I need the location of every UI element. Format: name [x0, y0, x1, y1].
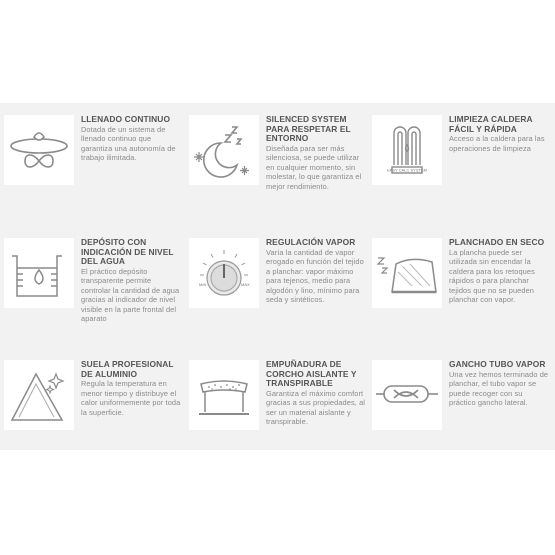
dry-iron-icon [372, 238, 442, 308]
feature-title: GANCHO TUBO VAPOR [449, 359, 546, 369]
feature-description: Acceso a la caldera para las operaciones de limpieza [449, 134, 545, 153]
feature-description: Diseñada para ser más silenciosa, se puede utilizar en cualquier momento, sin molestar, lo que garantiza el mejor rendimiento. [266, 143, 362, 191]
feature-description: La plancha puede ser utilizada sin encendar la caldera para los retoques rápidos o para planchar tejidos que no se pueden planchar con vapor. [449, 247, 535, 305]
infinity-water-icon [4, 115, 74, 185]
feature-description: Una vez hemos terminado de planchar, el tubo vapor se puede recoger con su práctico gancho lateral. [449, 369, 549, 408]
feature-description: Varía la cantidad de vapor erogado en función del tejido a planchar: vapor máximo para tejenos, medio para algodón y lino, mínimo para seda y sintéticos. [266, 247, 364, 305]
feature-llenado-continuo [4, 105, 179, 220]
aluminium-soleplate-icon [4, 360, 74, 430]
feature-description: El práctico depósito transparente permite controlar la cantidad de agua gracias al indicador de nivel visible en la parte frontal del aparato [81, 266, 180, 324]
cork-handle-icon [189, 360, 259, 430]
moon-zzz-icon [189, 115, 259, 185]
feature-description: Dotada de un sistema de llenado continuo que garantiza una autonomía de trabajo ilimitada. [81, 124, 176, 163]
feature-planchado-seco [372, 228, 547, 343]
feature-title: SILENCED SYSTEM PARA RESPETAR EL ENTORNO [266, 114, 351, 144]
dial-min-label: MIN [199, 282, 207, 287]
boiler-icon-label: EASY CALC SYSTEM [387, 167, 427, 173]
feature-description: Regula la temperatura en menor tiempo y distribuye el calor uniformemente por toda la superficie. [81, 379, 181, 417]
feature-title: LLENADO CONTINUO [81, 114, 171, 124]
feature-suela-aluminio [4, 350, 179, 465]
feature-limpieza-caldera [372, 105, 547, 220]
feature-silenced-system [189, 105, 364, 220]
steam-dial-icon [189, 238, 259, 308]
water-level-icon [4, 238, 74, 308]
hose-hook-icon [372, 360, 442, 430]
feature-title: EMPUÑADURA DE CORCHO AISLANTE Y TRANSPIRABLE [266, 359, 357, 389]
feature-title: DEPÓSITO CON INDICACIÓN DE NIVEL DEL AGUA [81, 237, 174, 267]
feature-gancho-tubo [372, 350, 547, 465]
feature-title: LIMPIEZA CALDERA FÁCIL Y RÁPIDA [449, 114, 533, 134]
feature-title: PLANCHADO EN SECO [449, 237, 545, 247]
feature-regulacion-vapor [189, 228, 364, 343]
feature-deposito-nivel [4, 228, 179, 343]
dial-max-label: MAX [241, 282, 250, 287]
boiler-cleaning-icon [372, 115, 442, 185]
feature-title: SUELA PROFESIONAL DE ALUMINIO [81, 359, 174, 379]
feature-empunadura-corcho [189, 350, 364, 465]
feature-description: Garantiza el máximo comfort gracias a sus propiedades, al ser un material aislante y transpirable. [266, 388, 366, 427]
feature-title: REGULACIÓN VAPOR [266, 237, 356, 247]
